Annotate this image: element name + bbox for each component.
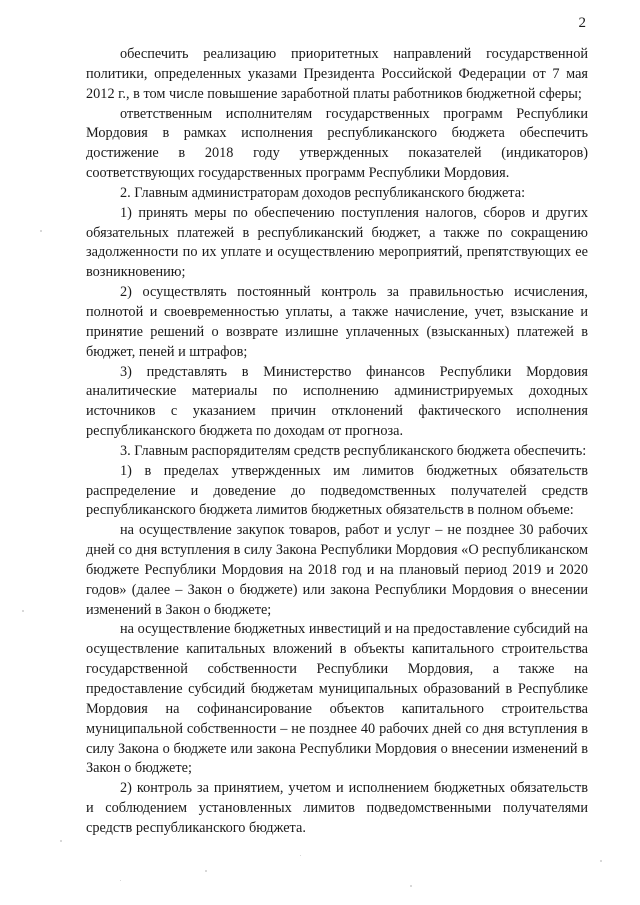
page-number: 2 — [578, 15, 586, 31]
paragraph-program-executors: ответственным исполнителям государственных программ Республики Мордовия в рамках исполнения республиканского бюджета обеспечить достижение в 2018 году утвержденных показателей (индикаторов) соответствующих государственных программ Республики Мордовия. — [86, 105, 588, 182]
scan-speck — [22, 610, 24, 612]
scan-speck — [300, 855, 301, 856]
paragraph-3-1-limits: 1) в пределах утвержденных им лимитов бюджетных обязательств распределение и доведение до подведомственных получателей средств республиканского бюджета лимитов бюджетных обязательств в полном объеме: — [86, 462, 588, 519]
paragraph-procurement: на осуществление закупок товаров, работ и услуг – не позднее 30 рабочих дней со дня вступления в силу Закона Республики Мордовия «О республиканском бюджете Республики Мордовия на 2018 год и на плановый период 2019 и 2020 годов» (далее – Закон о бюджете) или закона Республики Мордовия о внесении изменений в Закон о бюджете; — [86, 522, 588, 618]
paragraph-section-3-heading: 3. Главным распорядителям средств республиканского бюджета обеспечить: — [120, 442, 587, 459]
scan-speck — [40, 230, 42, 232]
scan-speck — [600, 860, 602, 862]
scan-speck — [60, 840, 62, 842]
paragraph-3-2-control: 2) контроль за принятием, учетом и исполнением бюджетных обязательств и соблюдением установленных лимитов подведомственными получателями средств республиканского бюджета. — [86, 780, 588, 836]
document-body — [86, 45, 588, 839]
paragraph-investments: на осуществление бюджетных инвестиций и на предоставление субсидий на осуществление капитальных вложений в объекты капитального строительства государственной собственности Республики Мордовия, а также на предоставление субсидий бюджетам муниципальных образований в Республике Мордовия на софинансирование объектов капитального строительства муниципальной собственности – не позднее 40 рабочих дней со дня вступления в силу Закона о бюджете или закона Республики Мордовия о внесении изменений в Закон о бюджете; — [86, 621, 588, 777]
paragraph-section-2-heading: 2. Главным администраторам доходов республиканского бюджета: — [120, 184, 526, 201]
scan-speck — [120, 880, 121, 881]
paragraph-2-3-analytics: 3) представлять в Министерство финансов Республики Мордовия аналитические материалы по исполнению администрируемых доходных источников с указанием причин отклонений фактического исполнения республиканского бюджета по доходам от прогноза. — [86, 363, 588, 440]
paragraph-priority-directions: обеспечить реализацию приоритетных направлений государственной политики, определенных указами Президента Российской Федерации от 7 мая 2012 г., в том числе повышение заработной платы работников бюджетной сферы; — [86, 46, 588, 102]
scan-speck — [205, 870, 207, 872]
scan-speck — [410, 885, 412, 887]
paragraph-2-2-control: 2) осуществлять постоянный контроль за правильностью исчисления, полнотой и своевременностью уплаты, а также начисление, учет, взыскание и принятие решений о возврате излишне уплаченных (взысканных) платежей в бюджет, пеней и штрафов; — [86, 284, 588, 360]
paragraph-2-1-revenue-measures: 1) принять меры по обеспечению поступления налогов, сборов и других обязательных платежей в республиканский бюджет, а также по сокращению задолженности по их уплате и осуществлению мероприятий, препятствующих ее возникновению; — [86, 204, 588, 281]
